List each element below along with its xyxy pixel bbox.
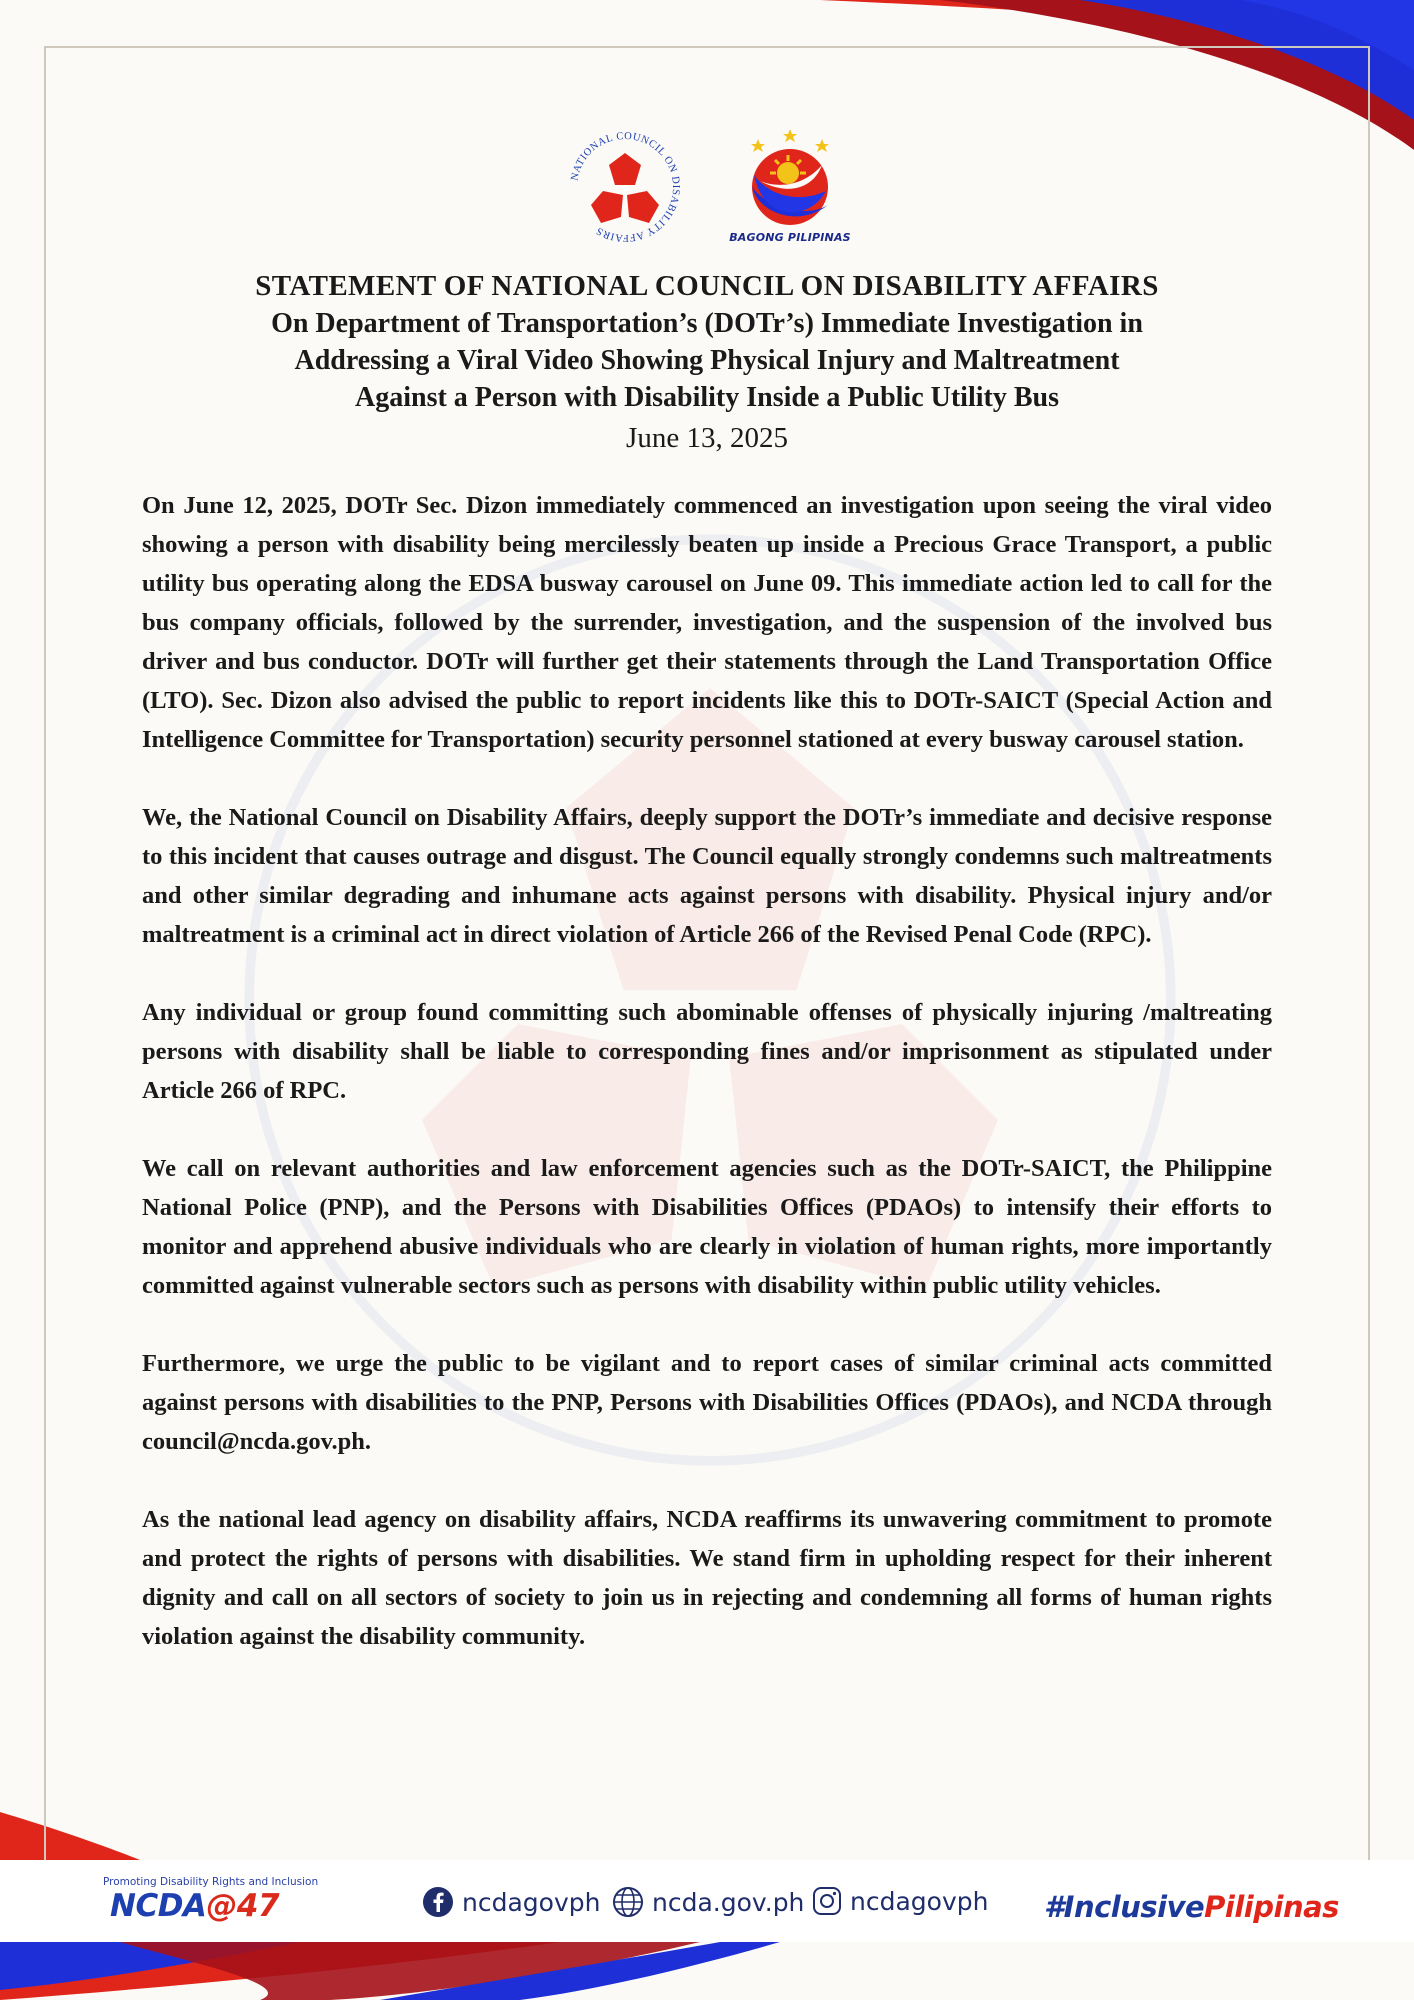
globe-icon	[612, 1886, 644, 1918]
logo-row	[0, 125, 1414, 249]
website-link[interactable]	[612, 1886, 804, 1918]
statement-header	[0, 268, 1414, 458]
hashtag	[1044, 1890, 1339, 1924]
seal-text: NATIONAL COUNCIL ON DISABILITY AFFAIRS	[569, 130, 682, 244]
bagong-pilipinas-logo	[729, 125, 851, 244]
facebook-handle: ncdagovph	[462, 1887, 601, 1917]
subtitle-line-2: Addressing a Viral Video Showing Physical Injury and Maltreatment	[294, 345, 1120, 376]
brand-prefix: NCDA	[110, 1888, 207, 1924]
facebook-icon	[422, 1886, 454, 1918]
brand-suffix: @47	[206, 1888, 280, 1924]
hashtag-part-2: Pilipinas	[1204, 1890, 1339, 1924]
paragraph: Furthermore, we urge the public to be vigilant and to report cases of similar criminal acts committed against persons with disabilities to the PNP, Persons with Disabilities Offices (PDAOs), and NCDA through council@ncda.gov.ph.	[142, 1350, 1272, 1455]
ncda-seal	[563, 125, 687, 249]
paragraph: Any individual or group found committing such abominable offenses of physically injuring /maltreating persons with disability shall be liable to corresponding fines and/or imprisonment as stipulated under Article 266 of RPC.	[142, 999, 1272, 1104]
hashtag-part-1: #Inclusive	[1044, 1890, 1205, 1924]
instagram-handle: ncdagovph	[850, 1886, 989, 1916]
statement-date: June 13, 2025	[626, 422, 788, 454]
subtitle-line-1: On Department of Transportation’s (DOTr’s) Immediate Investigation in	[271, 308, 1143, 339]
footer-bar	[0, 1860, 1414, 1942]
statement-body	[142, 486, 1272, 1695]
ncda-seal-icon	[563, 125, 687, 249]
paragraph: On June 12, 2025, DOTr Sec. Dizon immediately commenced an investigation upon seeing the viral video showing a person with disability being mercilessly beaten up inside a Precious Grace Transport, a public utility bus operating along the EDSA busway carousel on June 09. This immediate action led to call for the bus company officials, followed by the surrender, investigation, and the suspension of the involved bus driver and bus conductor. DOTr will further get their statements through the Land Transportation Office (LTO). Sec. Dizon also advised the public to report incidents like this to DOTr-SAICT (Special Action and Intelligence Committee for Transportation) security personnel stationed at every busway carousel station.	[142, 492, 1272, 753]
footer-tagline: Promoting Disability Rights and Inclusion	[103, 1876, 319, 1888]
instagram-link[interactable]	[812, 1886, 988, 1916]
subtitle-line-3: Against a Person with Disability Inside a Public Utility Bus	[355, 382, 1059, 413]
bagong-pilipinas-label: BAGONG PILIPINAS	[729, 231, 851, 244]
paragraph: As the national lead agency on disability affairs, NCDA reaffirms its unwavering commitment to promote and protect the rights of persons with disabilities. We stand firm in upholding respect for their inherent dignity and call on all sectors of society to join us in rejecting and condemning all forms of human rights violation against the disability community.	[142, 1506, 1272, 1650]
bagong-pilipinas-icon	[730, 125, 850, 235]
website-url: ncda.gov.ph	[652, 1887, 805, 1917]
paragraph: We call on relevant authorities and law enforcement agencies such as the DOTr-SAICT, the Philippine National Police (PNP), and the Persons with Disabilities Offices (PDAOs) to intensify their efforts to monitor and apprehend abusive individuals who are clearly in violation of human rights, more importantly committed against vulnerable sectors such as persons with disability within public utility vehicles.	[142, 1155, 1272, 1299]
page-title: STATEMENT OF NATIONAL COUNCIL ON DISABILITY AFFAIRS	[255, 270, 1159, 302]
paragraph: We, the National Council on Disability Affairs, deeply support the DOTr’s immediate and decisive response to this incident that causes outrage and disgust. The Council equally strongly condemns such maltreatments and other similar degrading and inhumane acts against persons with disability. Physical injury and/or maltreatment is a criminal act in direct violation of Article 266 of the Revised Penal Code (RPC).	[142, 804, 1272, 948]
ncda-anniversary-logo	[110, 1888, 279, 1924]
instagram-icon	[812, 1886, 842, 1916]
facebook-link[interactable]	[422, 1886, 600, 1918]
